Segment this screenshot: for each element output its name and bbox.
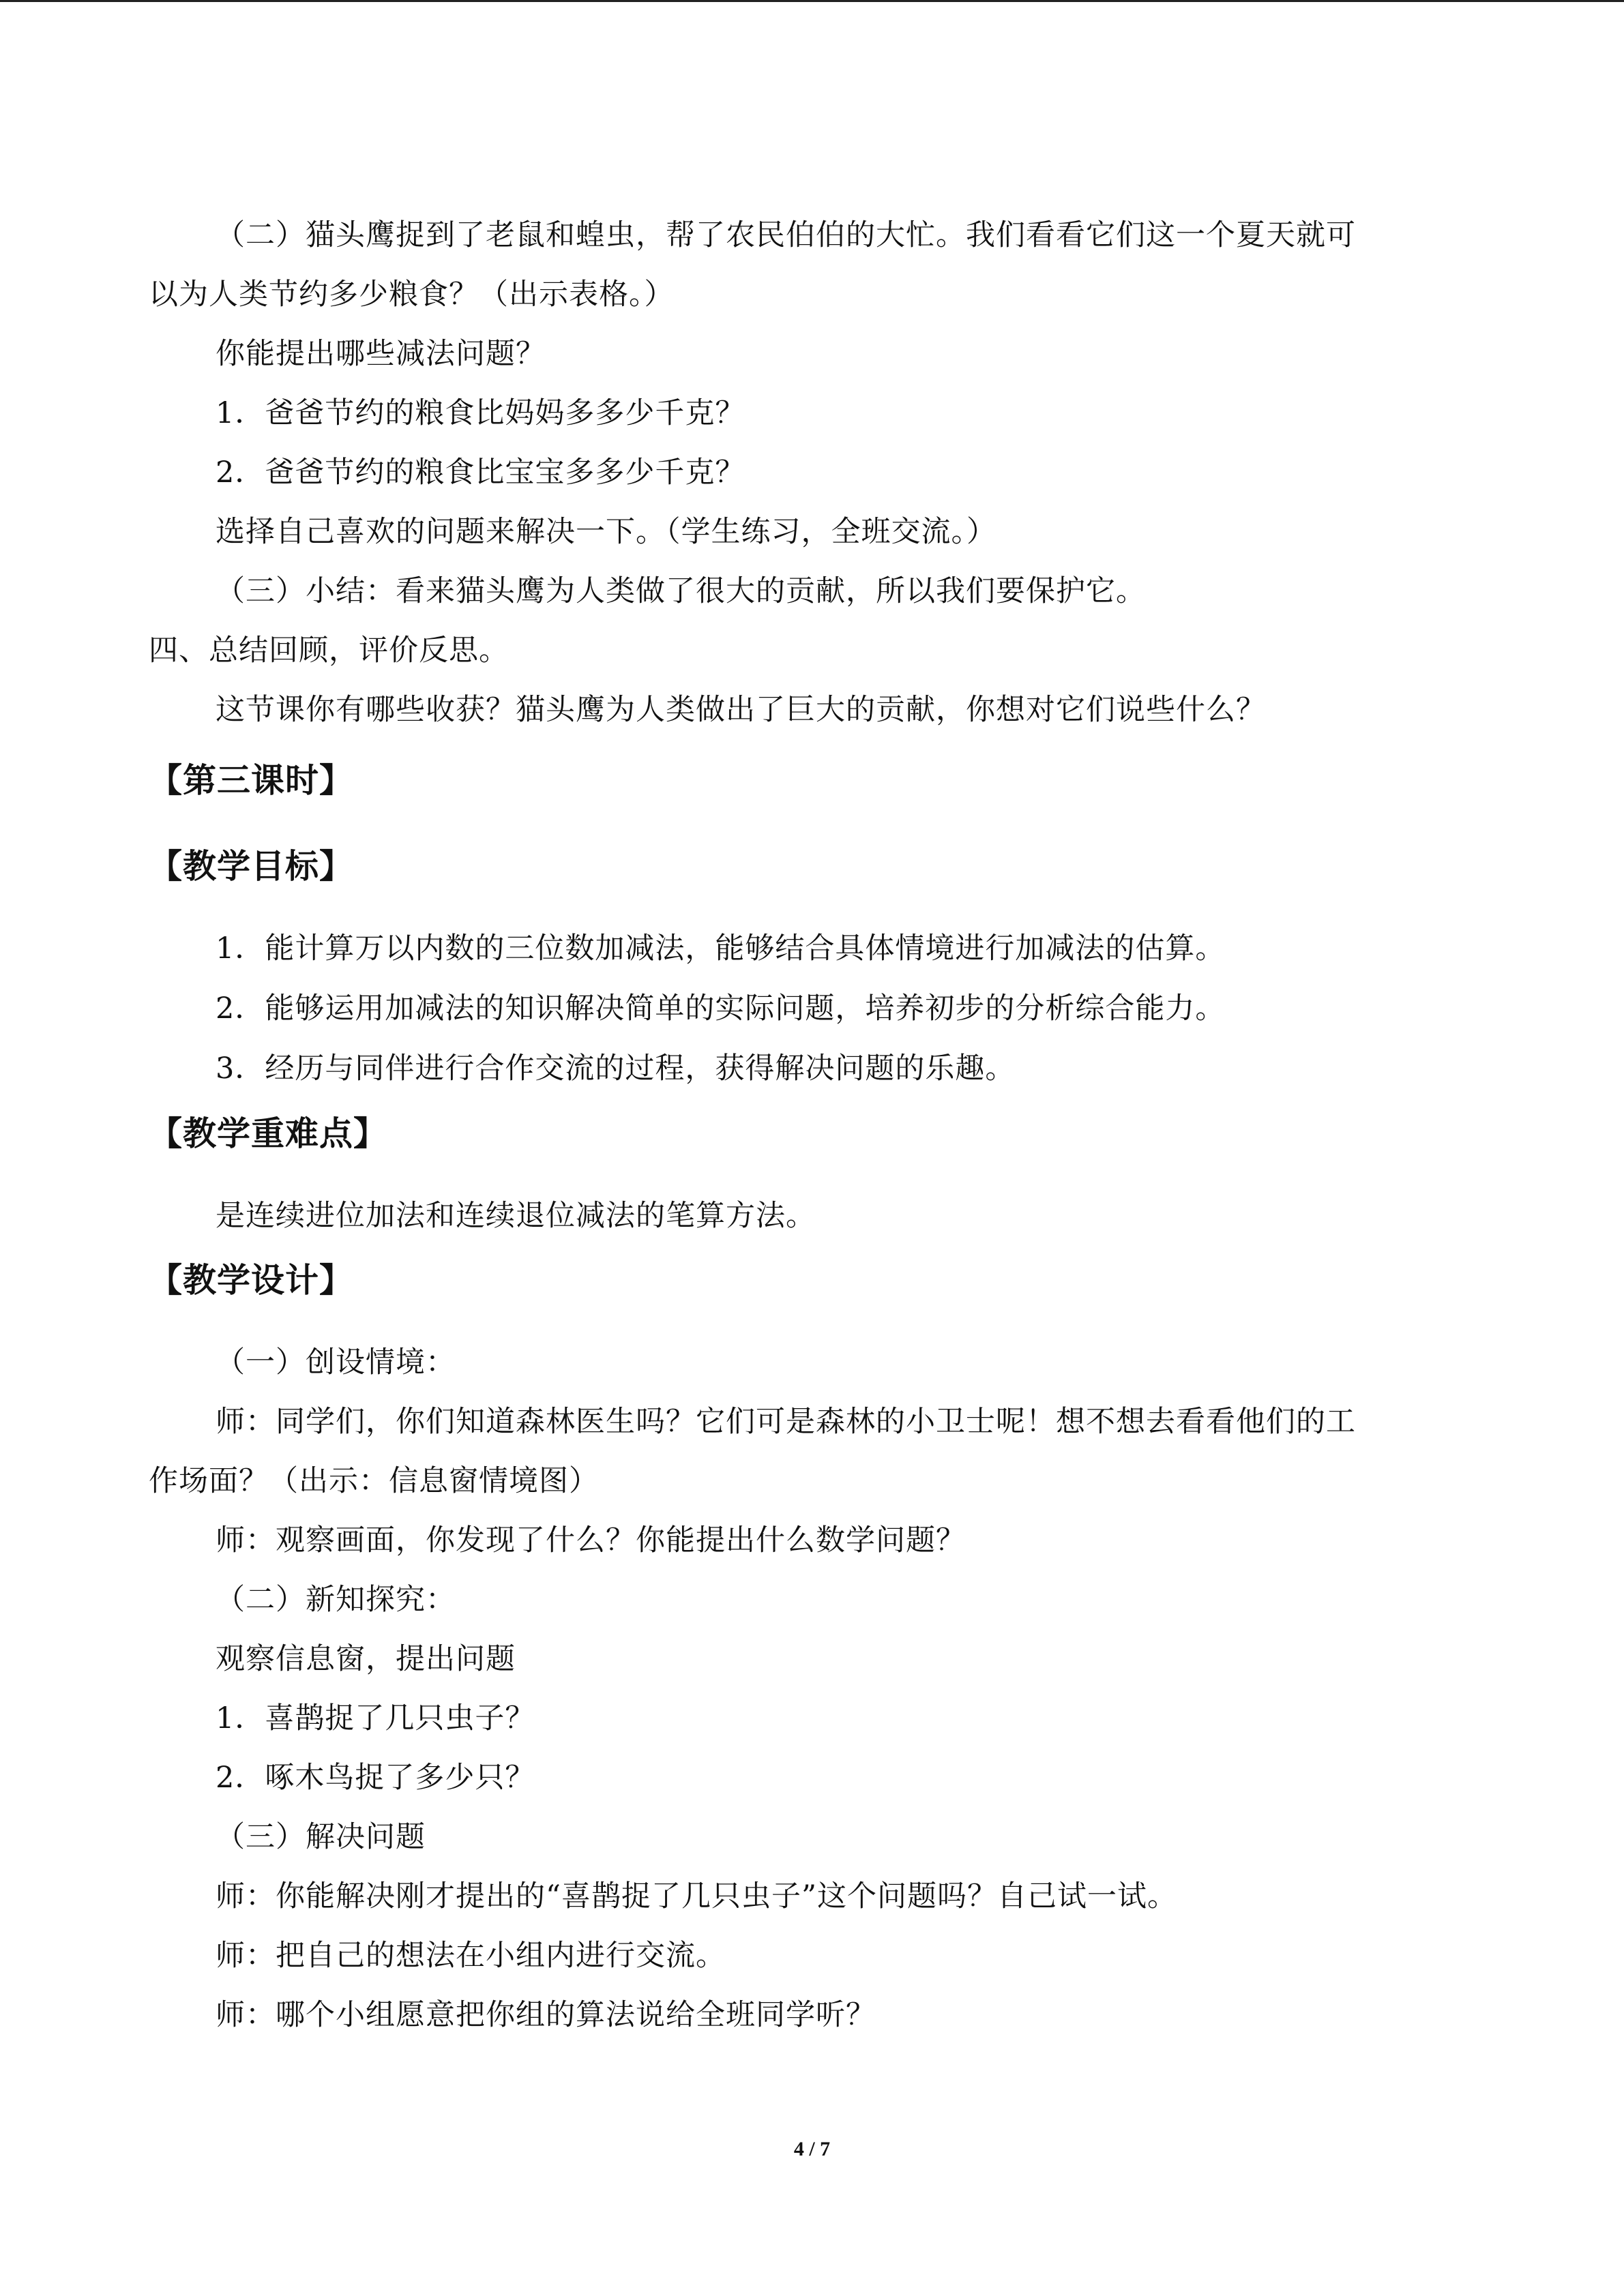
- paragraph-choose-problem: 选择自己喜欢的问题来解决一下。（学生练习，全班交流。）: [216, 515, 996, 549]
- key-points-text: 是连续进位加法和连续退位减法的笔算方法。: [216, 1199, 816, 1233]
- top-border-rule: [0, 0, 1624, 2]
- heading-lesson-three: 【第三课时】: [149, 761, 354, 800]
- teacher-line-3: 师：你能解决刚才提出的“喜鹊捉了几只虫子”这个问题吗？自己试一试。: [216, 1879, 1177, 1913]
- teacher-line-4: 师：把自己的想法在小组内进行交流。: [216, 1939, 726, 1973]
- paragraph-reflection: 这节课你有哪些收获？猫头鹰为人类做出了巨大的贡献，你想对它们说些什么？: [216, 693, 1266, 727]
- observe-prompt: 观察信息窗，提出问题: [216, 1642, 516, 1676]
- heading-teaching-design: 【教学设计】: [149, 1261, 354, 1300]
- list-item-question-1: 1．爸爸节约的粮食比妈妈多多少千克？: [216, 396, 745, 430]
- step-four-heading: 四、总结回顾，评价反思。: [149, 633, 509, 668]
- teacher-line-1a: 师：同学们，你们知道森林医生吗？它们可是森林的小卫士呢！想不想去看看他们的工: [216, 1405, 1356, 1439]
- heading-key-points: 【教学重难点】: [149, 1114, 388, 1153]
- design-step-3: （三）解决问题: [216, 1820, 426, 1854]
- teacher-line-1b: 作场面？（出示：信息窗情境图）: [149, 1464, 599, 1498]
- paragraph-question-prompt: 你能提出哪些减法问题？: [216, 337, 546, 371]
- design-question-1: 1．喜鹊捉了几只虫子？: [216, 1701, 535, 1735]
- paragraph-owl-line1: （二）猫头鹰捉到了老鼠和蝗虫，帮了农民伯伯的大忙。我们看看它们这一个夏天就可: [216, 218, 1356, 252]
- goal-item-3: 3．经历与同伴进行合作交流的过程，获得解决问题的乐趣。: [216, 1052, 1016, 1086]
- paragraph-owl-line2: 以为人类节约多少粮食？（出示表格。）: [149, 278, 675, 312]
- heading-teaching-goals: 【教学目标】: [149, 847, 354, 886]
- teacher-line-5: 师：哪个小组愿意把你组的算法说给全班同学听？: [216, 1998, 876, 2032]
- design-question-2: 2．啄木鸟捉了多少只？: [216, 1761, 535, 1795]
- teacher-line-2: 师：观察画面，你发现了什么？你能提出什么数学问题？: [216, 1523, 966, 1557]
- page-number: 4 / 7: [793, 2138, 831, 2160]
- design-step-1: （一）创设情境：: [216, 1345, 456, 1380]
- goal-item-1: 1．能计算万以内数的三位数加减法，能够结合具体情境进行加减法的估算。: [216, 931, 1226, 966]
- list-item-question-2: 2．爸爸节约的粮食比宝宝多多少千克？: [216, 456, 745, 490]
- design-step-2: （二）新知探究：: [216, 1583, 456, 1617]
- goal-item-2: 2．能够运用加减法的知识解决简单的实际问题，培养初步的分析综合能力。: [216, 992, 1226, 1026]
- paragraph-summary: （三）小结：看来猫头鹰为人类做了很大的贡献，所以我们要保护它。: [216, 574, 1146, 608]
